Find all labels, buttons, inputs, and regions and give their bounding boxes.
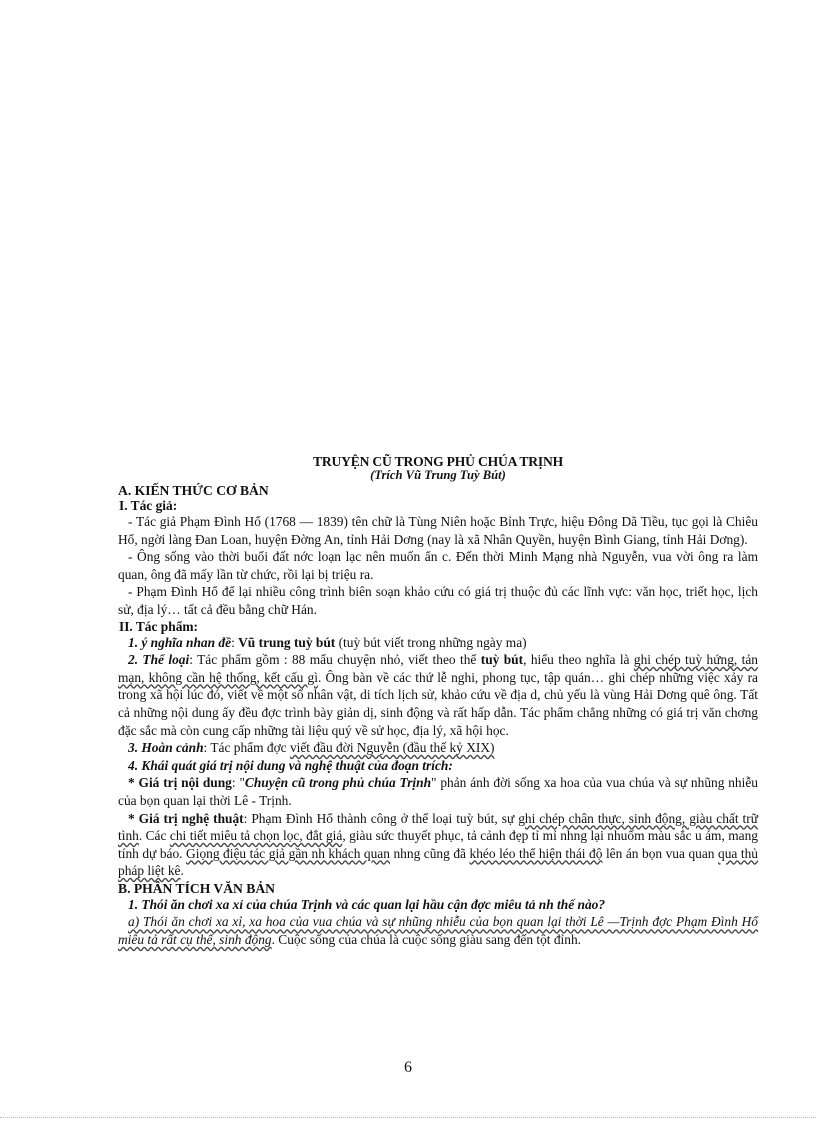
- art-value-underlined-2: chi tiết miêu tả chọn lọc, đắt giá: [169, 828, 343, 844]
- analysis-underlined-phrase: a) Thói ăn chơi xa xỉ, xa hoa của vua chúa và sự nhũng nhiễu của bọn quan lại thời Lê —Trịnh đợc Phạm Đình Hổ miêu tả rất cụ thể, sinh động: [118, 914, 758, 948]
- section-b-heading: B. PHÂN TÍCH VĂN BẢN: [118, 880, 275, 896]
- overview-heading: 4. Khái quát giá trị nội dung và nghệ thuật của đoạn trích:: [128, 757, 453, 773]
- context-text: : Tác phẩm đợc: [203, 740, 290, 756]
- art-value-text-3: , giàu sức thuyết phục, tả cảnh đẹp tỉ mỉ nhng lại nhuốm màu sắc u ám, mang tính dự báo.: [118, 828, 758, 861]
- art-value-underlined-5: qua thủ pháp liệt kê: [118, 845, 759, 879]
- analysis-text: . Cuộc sống của chúa là cuộc sống giàu sang đến tột đỉnh.: [271, 932, 582, 948]
- content-value-paragraph: [118, 774, 758, 809]
- art-value-text-4: nhng cũng đã: [389, 845, 470, 861]
- author-heading: I. Tác giả:: [119, 498, 178, 513]
- document-title: TRUYỆN CŨ TRONG PHỦ CHÚA TRỊNH: [313, 454, 563, 469]
- work-heading: II. Tác phẩm:: [119, 618, 198, 634]
- genre-text-2: , hiểu theo nghĩa là: [523, 652, 634, 668]
- context-paragraph: [118, 739, 758, 757]
- analysis-question-1: 1. Thói ăn chơi xa xỉ của chúa Trịnh và các quan lại hầu cận đợc miêu tả nh thế nào?: [128, 896, 606, 912]
- author-paragraph-1: - Tác giả Phạm Đình Hổ (1768 — 1839) tên chữ là Tùng Niên hoặc Bỉnh Trực, hiệu Đông Dã Tiều, tục gọi là Chiêu Hổ, ngời làng Đan Loan, huyện Đờng An, tỉnh Hải Dơng (nay là xã Nhân Quyền, huyện Bình Giang, tỉnh Hải Dơng).: [118, 514, 758, 547]
- title-meaning-label: 1. ý nghĩa nhan đề: [128, 634, 232, 650]
- analysis-paragraph-a: [118, 913, 758, 948]
- page-bottom-divider: [0, 1117, 816, 1118]
- author-paragraph-2: - Ông sống vào thời buổi đất nớc loạn lạc nên muốn ẩn c. Đến thời Minh Mạng nhà Nguyễn, vua vời ông ra làm quan, ông đã mấy lần từ chức, rồi lại bị triệu ra.: [118, 549, 758, 582]
- content-value-work-title: Chuyện cũ trong phủ chúa Trịnh: [244, 775, 432, 791]
- art-value-underlined-3: Giọng điệu tác giả gần nh khách quan: [186, 845, 390, 861]
- art-value-underlined-1: ghi chép chân thực, sinh động, giàu chất trữ tình: [118, 810, 758, 844]
- genre-text-3: . Ông bàn về các thứ lễ nghi, phong tục, tập quán… ghi chép những việc xảy ra trong xã hội lúc đó, viết về một số nhân vật, di tích lịch sử, khảo cứu về địa d, chủ yếu là vùng Hải Dơng quê ông. Tất cả những nội dung ấy đều đợc trình bày giản dị, sinh động và rất hấp dẫn. Tác phẩm chẳng những có giá trị văn chơng đặc sắc mà còn cung cấp những tài liệu quý về sử học, địa lý, xã hội học.: [118, 669, 758, 738]
- content-value-text-2: " phản ánh đời sống xa hoa của vua chúa và sự nhũng nhiễu của bọn quan lại thời Lê - Trịnh.: [118, 775, 758, 808]
- art-value-text-2: . Các: [138, 828, 170, 844]
- document-subtitle: (Trích Vũ Trung Tuỳ Bút): [370, 468, 506, 482]
- title-meaning-paragraph: [118, 634, 758, 652]
- document-body: [118, 454, 758, 949]
- page-number: 6: [404, 1059, 412, 1076]
- art-value-text-1: : Phạm Đình Hổ thành công ở thể loại tuỳ bút, sự: [243, 810, 519, 826]
- art-value-label: * Giá trị nghệ thuật: [128, 810, 244, 826]
- genre-paragraph: [118, 651, 758, 739]
- context-underlined-phrase: viết đầu đời Nguyễn (đầu thế kỷ XIX): [289, 740, 495, 756]
- genre-text-1: : Tác phẩm gồm : 88 mẩu chuyện nhỏ, viết theo thể: [189, 652, 481, 668]
- art-value-text-6: .: [180, 863, 184, 879]
- genre-bold-term: tuỳ bút: [480, 652, 524, 668]
- context-label: 3. Hoàn cảnh: [128, 740, 204, 756]
- art-value-text-5: lên án bọn vua quan: [602, 845, 719, 861]
- art-value-underlined-4: khéo léo thể hiện thái độ: [469, 845, 603, 861]
- genre-underlined-phrase: ghi chép tuỳ hứng, tản mạn, không cần hệ thống, kết cấu gì: [118, 652, 758, 685]
- art-value-paragraph: [118, 810, 758, 880]
- title-meaning-text: (tuỳ bút viết trong những ngày ma): [335, 634, 527, 650]
- section-a-heading: A. KIẾN THỨC CƠ BẢN: [118, 483, 269, 498]
- author-paragraph-3: - Phạm Đình Hổ để lại nhiều công trình biên soạn khảo cứu có giá trị thuộc đủ các lĩnh vực: văn học, triết học, lịch sử, địa lý… tất cả đều bằng chữ Hán.: [118, 584, 758, 617]
- content-value-label: * Giá trị nội dung: [128, 775, 232, 791]
- content-value-text-1: : ": [231, 775, 245, 791]
- work-name: Vũ trung tuỳ bút: [238, 634, 336, 650]
- title-meaning-colon: :: [231, 634, 239, 650]
- genre-label: 2. Thể loại: [128, 652, 190, 668]
